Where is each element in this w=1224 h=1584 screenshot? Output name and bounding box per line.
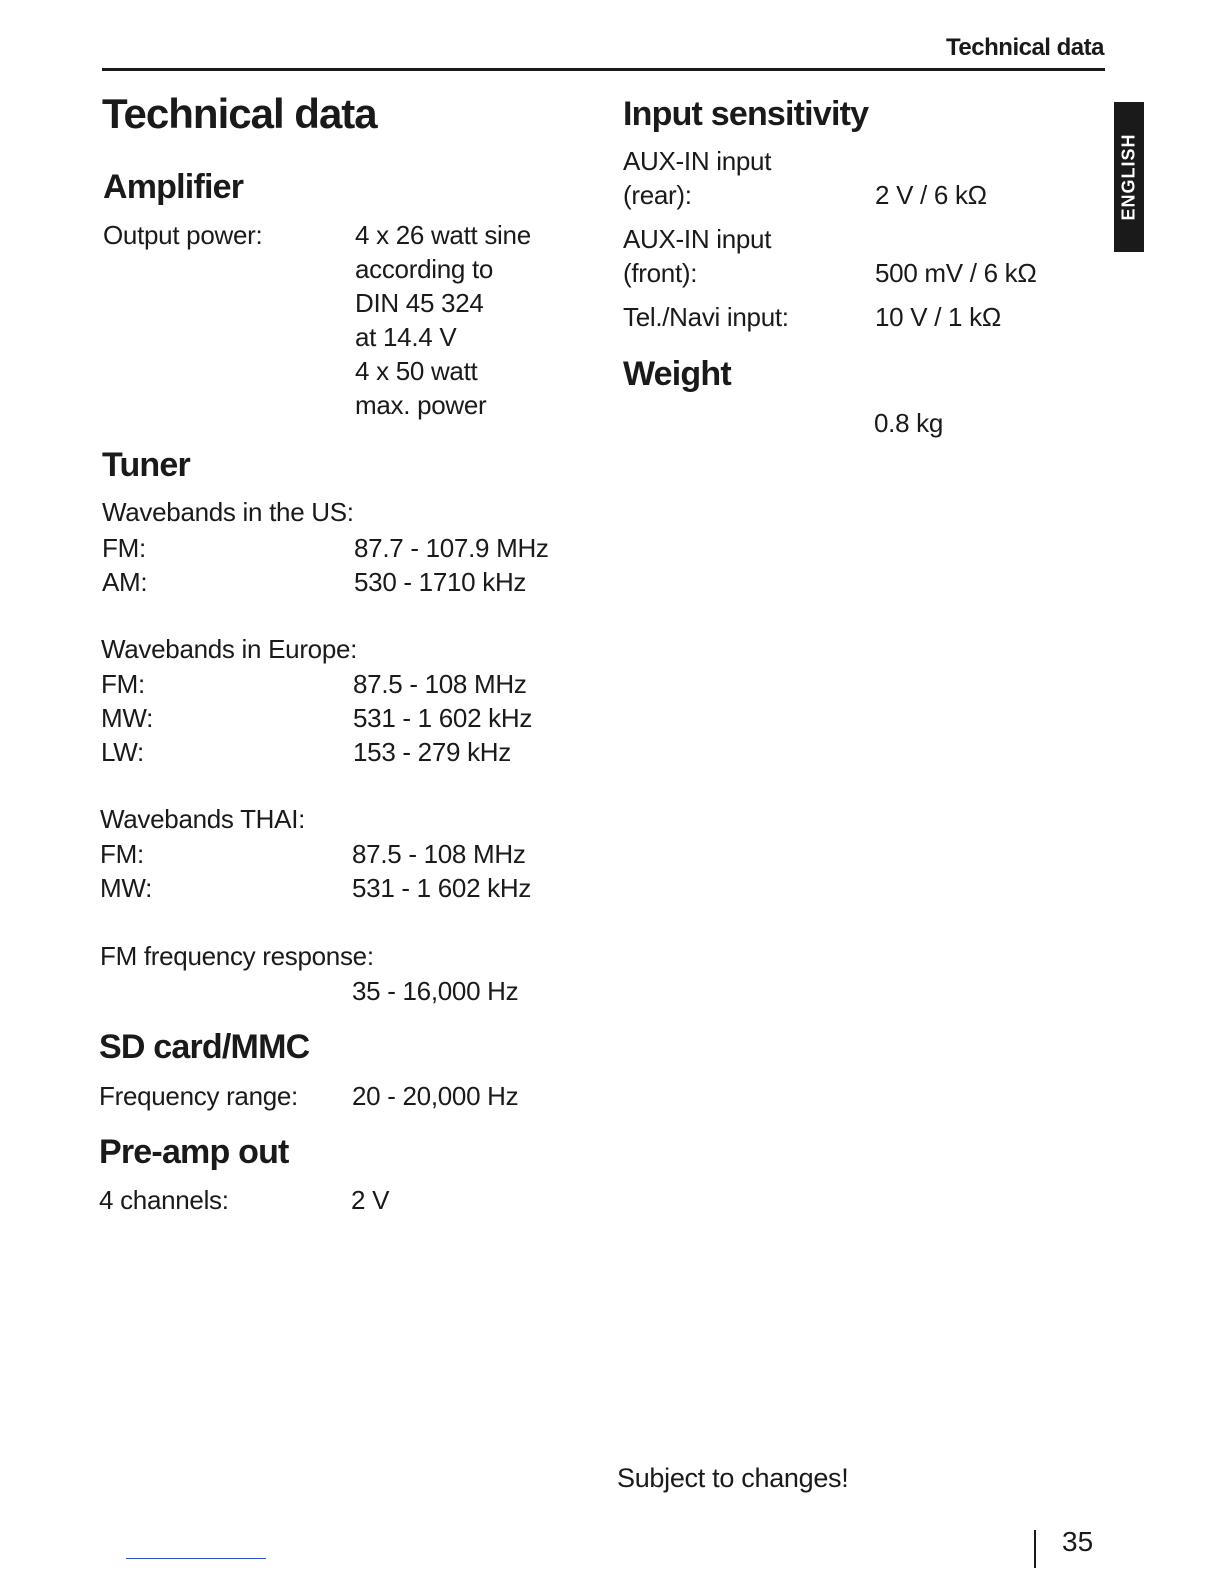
aux-in-rear-label-line: (rear): <box>623 180 692 210</box>
preamp-heading: Pre-amp out <box>99 1133 289 1171</box>
waveband-value: 87.7 - 107.9 MHz <box>354 533 549 563</box>
sd-card-heading: SD card/MMC <box>99 1028 310 1066</box>
weight-heading: Weight <box>623 355 731 393</box>
fm-frequency-response-label: FM frequency response: <box>100 941 374 971</box>
aux-in-rear-label-line: AUX-IN input <box>623 146 772 176</box>
waveband-value: 530 - 1710 kHz <box>354 567 527 597</box>
fm-frequency-response-value: 35 - 16,000 Hz <box>352 976 519 1006</box>
waveband-value: 87.5 - 108 MHz <box>352 839 526 869</box>
waveband-label: AM: <box>102 567 148 597</box>
wavebands-europe-title: Wavebands in Europe: <box>101 634 358 664</box>
waveband-label: MW: <box>100 873 153 903</box>
language-tab <box>1114 102 1144 252</box>
output-power-line: DIN 45 324 <box>355 288 484 318</box>
output-power-values <box>355 218 531 422</box>
waveband-value: 153 - 279 kHz <box>353 737 511 767</box>
weight-value: 0.8 kg <box>874 408 944 438</box>
aux-in-front-value: 500 mV / 6 kΩ <box>875 258 1037 288</box>
waveband-label: FM: <box>102 533 146 563</box>
tel-navi-input-value: 10 V / 1 kΩ <box>875 302 1001 332</box>
output-power-line: according to <box>355 254 494 284</box>
output-power-label: Output power: <box>103 220 263 250</box>
waveband-label: LW: <box>101 737 144 767</box>
blue-underline <box>126 1558 266 1559</box>
running-header: Technical data <box>946 34 1104 61</box>
output-power-line: 4 x 26 watt sine <box>355 220 531 250</box>
frequency-range-label: Frequency range: <box>99 1081 298 1111</box>
page-title: Technical data <box>102 90 377 137</box>
language-tab-label: ENGLISH <box>1118 133 1139 221</box>
output-power-line: max. power <box>355 390 487 420</box>
output-power-line: 4 x 50 watt <box>355 356 478 386</box>
wavebands-us-title: Wavebands in the US: <box>102 497 354 527</box>
tel-navi-input-label: Tel./Navi input: <box>623 302 789 332</box>
input-sensitivity-heading: Input sensitivity <box>623 95 869 133</box>
aux-in-front-label-line: (front): <box>623 258 698 288</box>
footer-note: Subject to changes! <box>617 1463 849 1493</box>
waveband-value: 531 - 1 602 kHz <box>352 873 532 903</box>
aux-in-rear-value: 2 V / 6 kΩ <box>875 180 987 210</box>
amplifier-heading: Amplifier <box>103 168 244 206</box>
wavebands-thai-title: Wavebands THAI: <box>100 804 306 834</box>
tuner-heading: Tuner <box>102 446 190 484</box>
preamp-channels-label: 4 channels: <box>99 1185 229 1215</box>
aux-in-rear-label <box>623 144 771 212</box>
output-power-line: at 14.4 V <box>355 322 457 352</box>
preamp-channels-value: 2 V <box>351 1185 390 1215</box>
waveband-value: 87.5 - 108 MHz <box>353 669 527 699</box>
waveband-value: 531 - 1 602 kHz <box>353 703 533 733</box>
aux-in-front-label <box>623 222 771 290</box>
frequency-range-value: 20 - 20,000 Hz <box>352 1081 519 1111</box>
page-number: 35 <box>1062 1526 1094 1557</box>
header-rule <box>102 68 1105 71</box>
waveband-label: FM: <box>100 839 144 869</box>
aux-in-front-label-line: AUX-IN input <box>623 224 772 254</box>
waveband-label: FM: <box>101 669 145 699</box>
waveband-label: MW: <box>101 703 154 733</box>
page-number-divider <box>1034 1530 1036 1568</box>
